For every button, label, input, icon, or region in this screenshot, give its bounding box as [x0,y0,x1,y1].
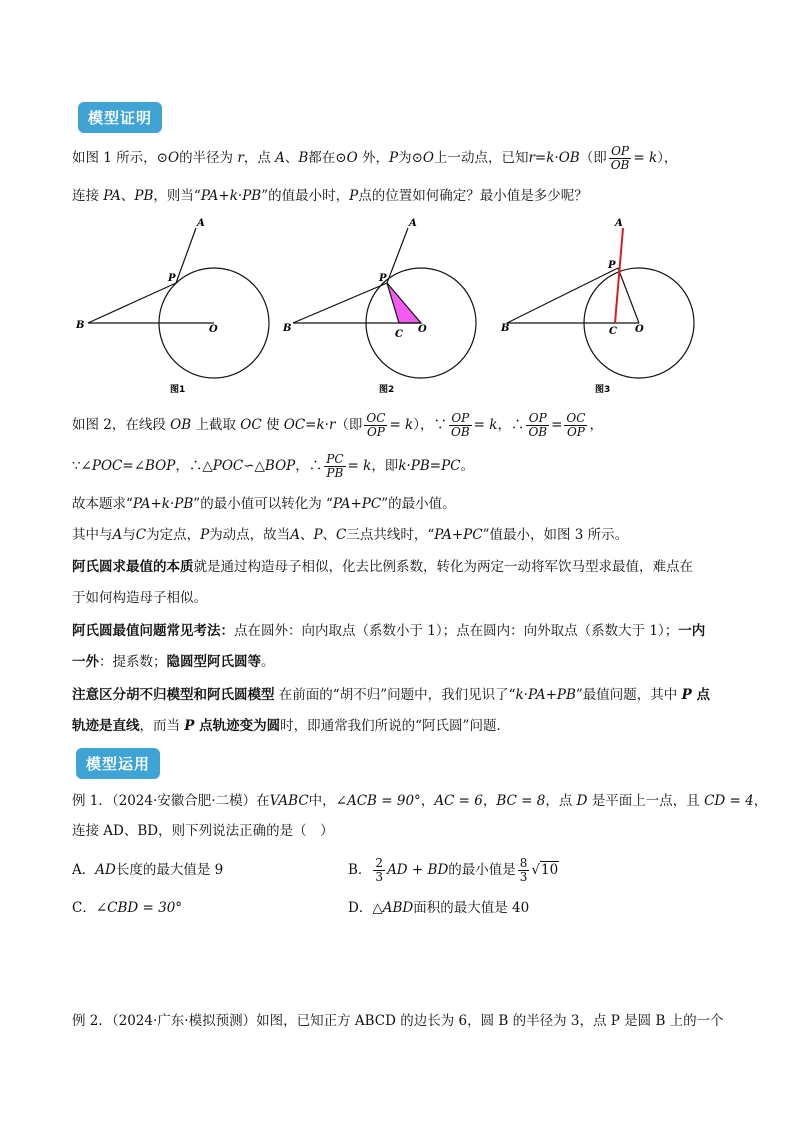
highlighted-triangle-poc [387,283,421,323]
proof-line-1: 如图 2，在线段 OB 上截取 OC 使 OC=k·r（即 $\frac{OC}{OP}$ = k），∵ $\frac{OP}{OB}$ = k，∴ $\frac{OP}{OB}$ = $\frac{OC}{OP}$ ， [72,411,603,439]
label-a: A [197,218,205,229]
proof-line-4: 其中与A与C为定点，P为动点，故当A、P、C三点共线时，“PA+PC”值最小，如图 3 所示。 [72,527,629,543]
example-1-option-b[interactable]: B． $\frac{2}{3}$ AD + BD的最小值是 $\frac{8}{3}$ √10 [348,856,559,884]
label-p: P [168,273,176,284]
label-p: P [608,260,616,271]
section-badge-model-proof: 模型证明 [78,102,162,133]
note-methods-line-1: 阿氏圆最值问题常见考法：点在圆外：向内取点（系数小于 1）；点在圆内：向外取点（系数大于 1）；一内 [72,623,706,639]
intro-line-1: 如图 1 所示，⊙O的半径为 r，点 A、B都在⊙O 外，P为⊙O上一动点，已知r=k·OB（即 $\frac{OP}{OB}$ = k）， [72,144,678,172]
label-o: O [418,324,427,335]
label-b: B [283,323,292,334]
example-2-line-1: 例 2．（2024·广东·模拟预测）如图，已知正方 ABCD 的边长为 6，圆 B 的半径为 3，点 P 是圆 B 上的一个 [72,1013,724,1029]
caption-figure-3: 图3 [595,385,611,395]
fraction-op-ob: $\frac{OP}{OB}$ [610,144,630,172]
label-b: B [501,323,510,334]
label-c: C [609,326,617,337]
example-1-line-2: 连接 AD、BD，则下列说法正确的是（ ） [72,823,334,839]
label-o: O [635,324,644,335]
example-1-option-c[interactable]: C．∠CBD = 30° [72,900,183,916]
note-distinguish-line-1: 注意区分胡不归模型和阿氏圆模型 在前面的“胡不归”问题中，我们见识了“k·PA+PB”最值问题，其中 P 点 [72,687,710,703]
red-line-apc [615,228,623,323]
example-1-option-a[interactable]: A．AD长度的最大值是 9 [72,862,224,878]
segment-po [618,268,639,323]
label-c: C [395,329,403,340]
note-distinguish-line-2: 轨迹是直线，而当 P 点轨迹变为圆时，即通常我们所说的“阿氏圆”问题． [72,718,510,734]
figure-2 [283,218,493,398]
segment-pa [387,228,408,283]
figure-3 [495,218,705,398]
proof-line-2: ∵∠POC=∠BOP，∴△POC∽△BOP，∴ $\frac{PC}{PB}$ = k，即k·PB=PC。 [72,452,475,480]
section-badge-model-application: 模型运用 [76,748,160,779]
caption-figure-1: 图1 [170,385,186,395]
intro-line-2: 连接 PA、PB，则当“PA+k·PB”的值最小时，P点的位置如何确定？最小值是多少呢？ [72,188,588,204]
segment-bp [507,268,618,323]
example-1-line-1: 例 1．（2024·安徽合肥·二模）在VABC中，∠ACB = 90°，AC = 6，BC = 8，点 D 是平面上一点，且 CD = 4， [72,793,768,809]
label-a: A [615,218,623,229]
proof-line-3: 故本题求“PA+k·PB”的最小值可以转化为 “PA+PC”的最小值。 [72,496,456,512]
example-1-option-d[interactable]: D．△ABD面积的最大值是 40 [348,900,530,916]
label-o: O [209,324,218,335]
label-b: B [76,320,85,331]
note-essence-line-2: 于如何构造母子相似。 [72,590,207,606]
note-methods-line-2: 一外：提系数；隐圆型阿氏圆等。 [72,654,275,670]
caption-figure-2: 图2 [379,385,395,395]
label-p: P [379,273,387,284]
segment-pa [176,228,196,283]
note-essence-line-1: 阿氏圆求最值的本质就是通过构造母子相似，化去比例系数，转化为两定一动将军饮马型求最值，难点在 [72,559,693,575]
label-a: A [409,218,417,229]
figure-1 [72,218,282,398]
segment-bp [293,283,387,323]
